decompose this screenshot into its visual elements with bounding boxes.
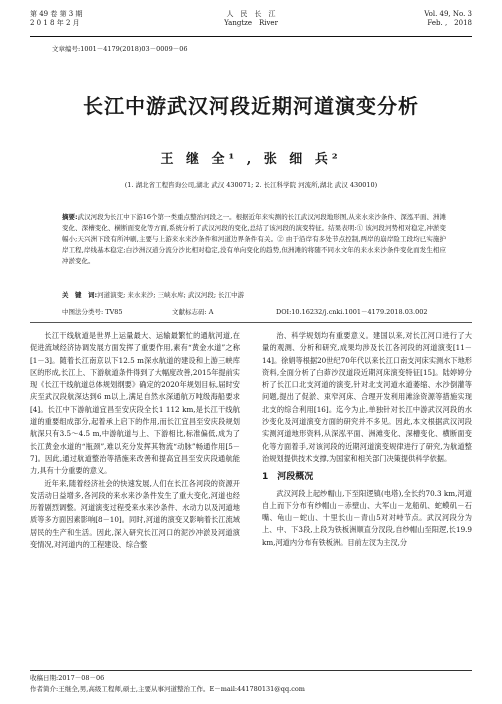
paper-title: 长江中游武汉河段近期河道演变分析: [83, 94, 419, 118]
body-column-left: [30, 330, 240, 551]
journal-name-en: Yangtze River: [224, 19, 278, 27]
received-date: 收稿日期:2017－08－06: [30, 674, 105, 682]
journal-volume-en: [424, 10, 472, 28]
author-affiliation: (1. 湖北省工程咨询公司,湖北 武汉 430071; 2. 长江科学院 河流所,湖北 武汉 430010): [124, 181, 378, 189]
body-paragraph: 近年来,随着经济社会的快速发展,人们在长江各河段的资源开发活动日益增多,各河段的来水来沙条件发生了重大变化,河道也经历着剧烈调整。河道演变过程受来水来沙条件、水动力以及河道地质等多方面因素影响[8－10]。同时,河道的演变又影响着长江流域居民的生产和生活。因此,深入研究长江河口的泥沙冲淤及河道演变情况,对河道内的工程建设、综合整: [30, 478, 240, 550]
running-header: [30, 10, 472, 36]
keywords: [62, 290, 446, 301]
volume-issue: 第 49 卷 第 3 期: [30, 10, 83, 18]
issue-date: 2 0 1 8 年 2 月: [30, 19, 80, 27]
document-code: 文献标志码: A: [172, 308, 214, 316]
author-note: 作者简介:王继全,男,高级工程师,硕士,主要从事河道整治工作。E－mail:441780131@qq.com: [30, 685, 305, 693]
abstract-text: 武汉河段为长江中下游16个第一类重点整治河段之一。根据近年来实测的长江武汉河段地形图,从来水来沙条件、深泓平面、洲滩变化、深槽变化、横断面变化等方面,系统分析了武汉河段的变化,总结了该河段的演变特征。结果表明:① 该河段河势相对稳定,冲淤变幅小;天兴洲下段有所冲刷,主要与上游来水来沙条件和河道边界条件有关。② 由于沿岸有多处节点控制,两岸的崩岸险工段均已实施护岸工程,岸线基本稳定;白沙洲汉道分流分沙比相对稳定,没有单向变化的趋势,但洲滩的将随不同水文年的来水来沙条件变化而发生相应冲淤变化。: [62, 213, 446, 265]
keywords-text: 河道演变; 来水来沙; 三峡水库; 武汉河段; 长江中游: [97, 291, 245, 299]
journal-name-cn: 人 民 长 江: [226, 10, 276, 18]
header-rule: [30, 36, 472, 37]
body-paragraph: 治、科学规划均有重要意义。建国以来,对长江河口进行了大量的观测、分析和研究,成果均涉及长江各河段的河道演变[11－14]。徐娟等根据20世纪70年代以来长江口南支河床实测水下地形资料,全面分析了白茆沙汊道段近期河床演变特征[15]。陆婷婷分析了长江口北支河道的演变,针对北支河道水道萎缩、水沙倒灌等问题,提出了促淤、束窄河床、合理开发利用滩涂资源等措施实现北支的综合利用[16]。迄今为止,单独针对长江中游武汉河段的水沙变化及河道演变方面的研究并不多见。因此,本文根据武汉河段实测河道地形资料,从深泓平面、洲滩变化、深槽变化、横断面变化等方面着手,对该河段的近期河道演变规律进行了研究,为航道整治规划提供技术支撑,为国家和相关部门决策提供科学依据。: [262, 331, 472, 463]
section-paragraph: 武汉河段上起纱帽山,下至阳逻镇(电塔),全长约70.3 km,河道自上而下分布有纱帽山－赤壁山、大军山－龙船矶、蛇蟆矶－石嘴、龟山－蛇山、十里长山－青山5对对峙节点。武汉河段分为上、中、下3段,上段为铁板洲顺直分汊段,自纱帽山至阳逻,长19.9 km,河道内分布有铁板洲。目前左汊为主汊,分: [262, 488, 472, 547]
keywords-label: 关 键 词:: [62, 291, 98, 299]
article-number: 文章编号:1001－4179(2018)03－0009－06: [52, 45, 188, 53]
clc-number: 中图法分类号: TV85: [62, 308, 123, 316]
body-paragraph: 长江干线航道是世界上运量最大、运输最繁忙的通航河道,在促进流域经济协调发展方面发挥了重要作用,素有“黄金水道”之称[1－3]。随着长江南京以下12.5 m深水航道的建设和上游三峡库区的形成,长江上、下游航道条件得到了大幅度改善,2015年提前实现《长江干线航道总体规划纲要》确定的2020年规划目标,届时安庆至武汉段航深达到6 m以上,满足自然水深通航万吨级海船要求[4]。长江中下游航道宜昌至安庆段全长1 112 km,是长江干线航道的重要组成部分,起着承上启下的作用,而长江宜昌至安庆段规划航深只有3.5～4.5 m,中游航道与上、下游相比,标准偏低,成为了长江黄金水道的“瓶颈”,难以充分发挥其物流“动脉”畅通作用[5－7]。因此,通过航道整治等措施来改善和提高宜昌至安庆段通航能力,具有十分重要的意义。: [30, 331, 240, 476]
journal-name: [30, 10, 472, 28]
volume-issue-en: Vol. 49, No. 3: [424, 10, 472, 18]
abstract: [62, 212, 446, 267]
doi: DOI:10.16232/j.cnki.1001－4179.2018.03.002: [276, 308, 428, 316]
section-heading: 1 河段概况: [262, 472, 314, 483]
abstract-rule: [30, 322, 472, 323]
paper-authors: 王 继 全¹ , 张 细 兵²: [160, 152, 342, 167]
footnote: [30, 670, 472, 695]
abstract-label: 摘要:: [62, 213, 78, 221]
body-column-right: [262, 330, 472, 549]
issue-date-en: Feb. , 2018: [427, 19, 472, 27]
